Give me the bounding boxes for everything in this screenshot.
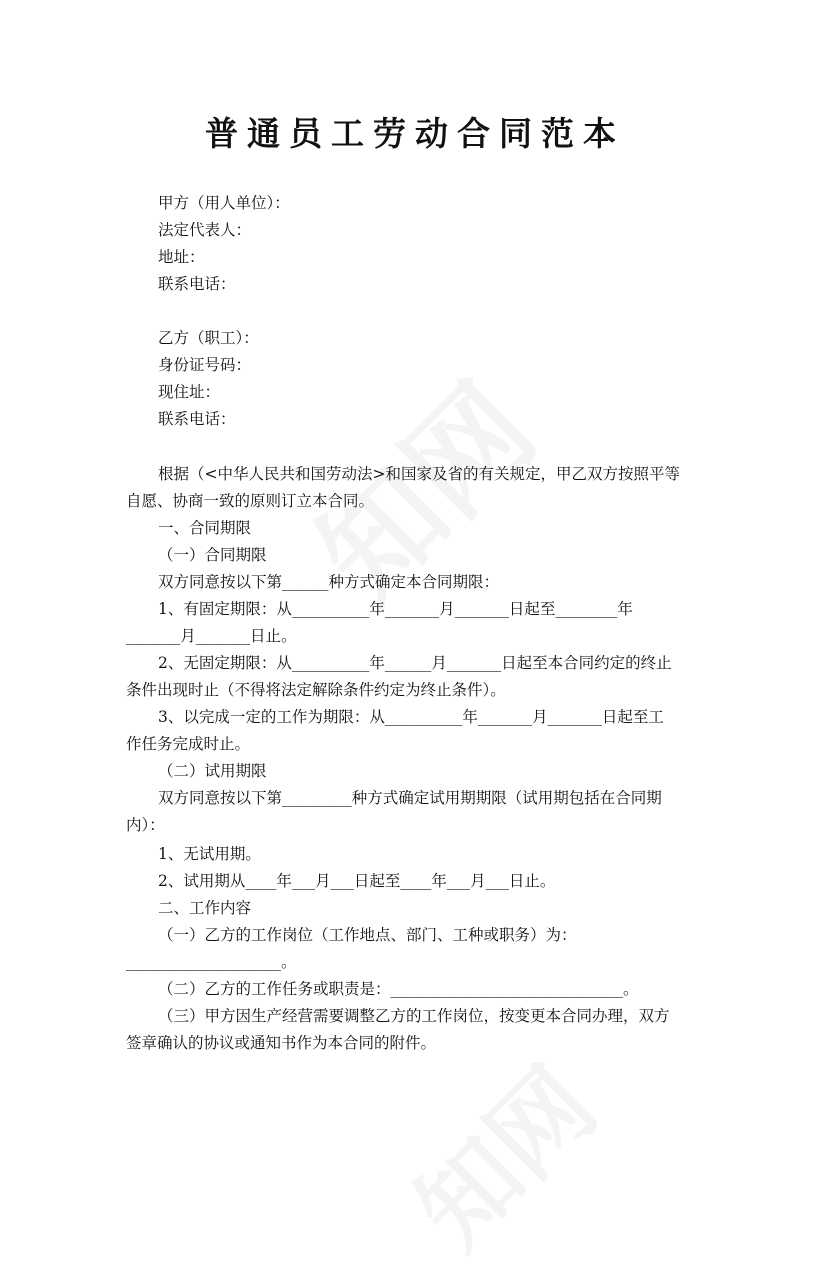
- preamble-line-2: 自愿、协商一致的原则订立本合同。: [126, 492, 375, 510]
- party-a-label: 甲方（用人单位）：: [158, 194, 290, 212]
- no-probation-line: 1、无试用期。: [158, 845, 261, 863]
- position-adjust-line-2: 签章确认的协议或通知书作为本合同的附件。: [126, 1034, 437, 1052]
- party-b-label: 乙方（职工）：: [158, 329, 259, 347]
- job-position-line: （一）乙方的工作岗位（工作地点、部门、工种或职务）为：: [158, 926, 577, 944]
- fixed-term-line-2: _______月_______日止。: [126, 627, 297, 645]
- probation-period-line: 2、试用期从____年___月___日起至____年___月___日止。: [158, 872, 556, 890]
- position-adjust-line-1: （三）甲方因生产经营需要调整乙方的工作岗位，按变更本合同办理，双方: [158, 1007, 670, 1025]
- party-a-address-label: 地址：: [158, 248, 205, 266]
- job-position-blank: ____________________。: [126, 953, 297, 971]
- watermark-bottom: [378, 1030, 621, 1273]
- fixed-term-line-1: 1、有固定期限：从__________年_______月_______日起至________年: [158, 600, 633, 618]
- open-term-line-2: 条件出现时止（不得将法定解除条件约定为终止条件）。: [126, 681, 506, 699]
- probation-method-line-1: 双方同意按以下第_________种方式确定试用期期限（试用期包括在合同期: [158, 789, 662, 807]
- term-method-line: 双方同意按以下第______种方式确定本合同期限：: [158, 573, 500, 591]
- section-1-heading: 一、合同期限: [158, 519, 252, 537]
- section-2-heading: 二、工作内容: [158, 899, 252, 917]
- id-number-label: 身份证号码：: [158, 356, 252, 374]
- section-1-2-heading: （二）试用期限: [158, 762, 267, 780]
- open-term-line-1: 2、无固定期限：从__________年______月_______日起至本合同约定的终止: [158, 654, 672, 672]
- preamble-line-1: 根据（<中华人民共和国劳动法>和国家及省的有关规定，甲乙双方按照平等: [158, 465, 680, 483]
- document-title: 普通员工劳动合同范本: [205, 114, 625, 153]
- section-1-1-heading: （一）合同期限: [158, 546, 267, 564]
- job-duties-line: （二）乙方的工作任务或职责是：______________________________。: [158, 980, 639, 998]
- party-b-phone-label: 联系电话：: [158, 410, 236, 428]
- task-term-line-2: 作任务完成时止。: [126, 735, 251, 753]
- party-b-address-label: 现住址：: [158, 383, 221, 401]
- task-term-line-1: 3、以完成一定的工作为期限：从__________年_______月_______日起至工: [158, 708, 664, 726]
- legal-representative-label: 法定代表人：: [158, 221, 252, 239]
- probation-method-line-2: 内）：: [126, 816, 165, 834]
- party-a-phone-label: 联系电话：: [158, 275, 236, 293]
